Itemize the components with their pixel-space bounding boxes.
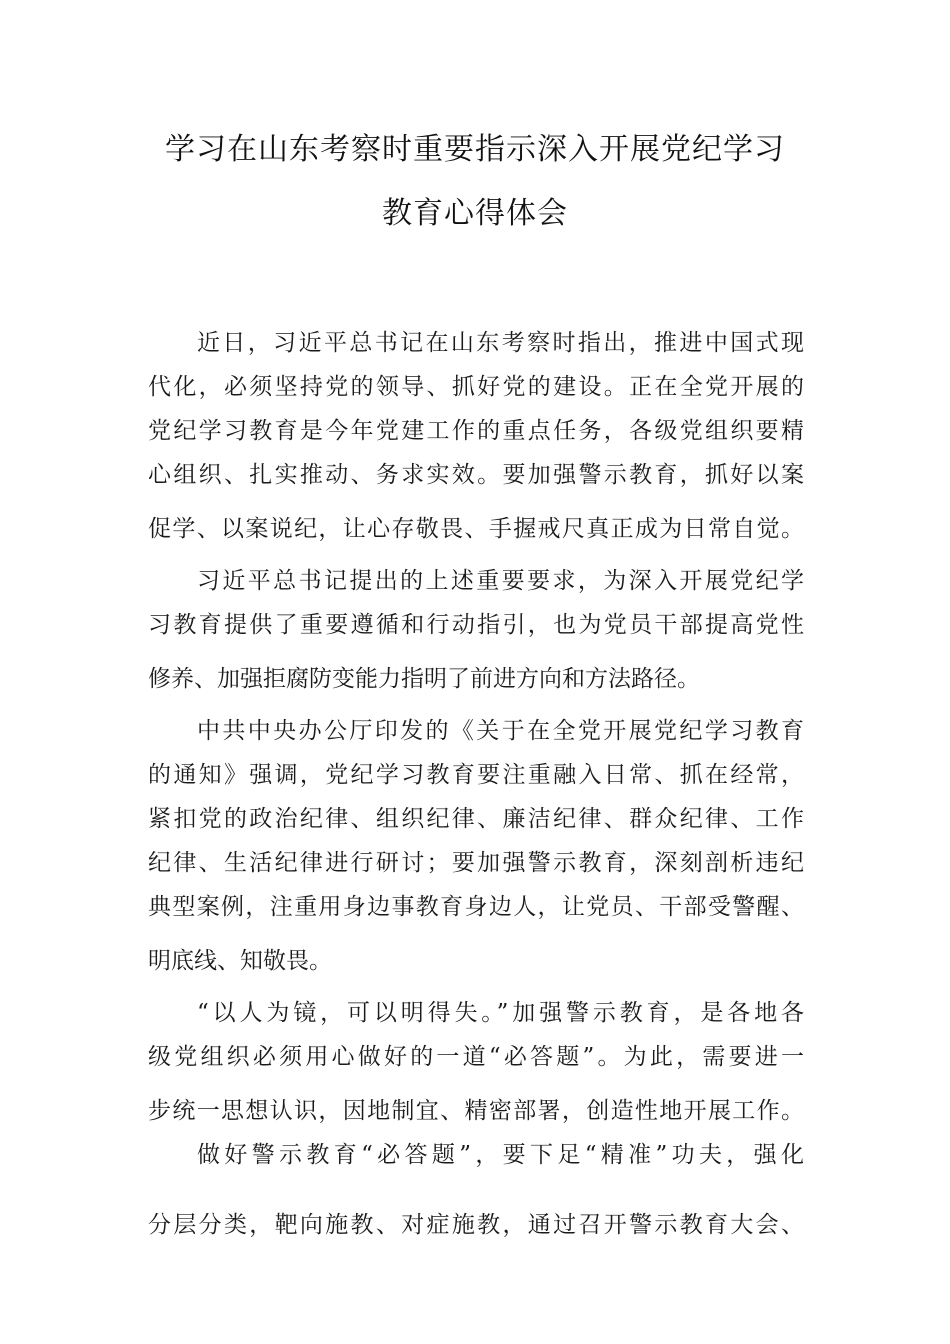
document-title-line-1: 学习在山东考察时重要指示深入开展党纪学习 (165, 132, 785, 167)
paragraph-line: 明底线、知敬畏。 (148, 948, 332, 974)
paragraph-line: 紧扣党的政治纪律、组织纪律、廉洁纪律、群众纪律、工作 (148, 806, 804, 832)
paragraph-line: 纪律、生活纪律进行研讨；要加强警示教育，深刻剖析违纪 (148, 850, 804, 876)
paragraph-line: 习近平总书记提出的上述重要要求，为深入开展党纪学 (197, 568, 804, 594)
paragraph-line: 级党组织必须用心做好的一道“必答题”。为此，需要进一 (148, 1044, 804, 1070)
document-title-line-2: 教育心得体会 (382, 196, 568, 231)
paragraph-line: 习教育提供了重要遵循和行动指引，也为党员干部提高党性 (148, 612, 804, 638)
paragraph-line: 党纪学习教育是今年党建工作的重点任务，各级党组织要精 (148, 418, 804, 444)
paragraph-line: 中共中央办公厅印发的《关于在全党开展党纪学习教育 (197, 718, 804, 744)
paragraph-line: 典型案例，注重用身边事教育身边人，让党员、干部受警醒、 (148, 894, 804, 920)
paragraph-line: 的通知》强调，党纪学习教育要注重融入日常、抓在经常， (148, 762, 804, 788)
paragraph-line: 心组织、扎实推动、务求实效。要加强警示教育，抓好以案 (148, 462, 804, 488)
paragraph-line: 步统一思想认识，因地制宜、精密部署，创造性地开展工作。 (148, 1098, 804, 1124)
paragraph-line: 近日，习近平总书记在山东考察时指出，推进中国式现 (197, 330, 804, 356)
paragraph-line: 分层分类，靶向施教、对症施教，通过召开警示教育大会、 (148, 1212, 804, 1238)
paragraph-line: 促学、以案说纪，让心存敬畏、手握戒尺真正成为日常自觉。 (148, 516, 804, 542)
paragraph-line: 做好警示教育“必答题”，要下足“精准”功夫，强化 (197, 1142, 804, 1168)
paragraph-line: “以人为镜，可以明得失。”加强警示教育，是各地各 (197, 1000, 804, 1026)
paragraph-line: 代化，必须坚持党的领导、抓好党的建设。正在全党开展的 (148, 374, 804, 400)
paragraph-line: 修养、加强拒腐防变能力指明了前进方向和方法路径。 (148, 666, 700, 692)
